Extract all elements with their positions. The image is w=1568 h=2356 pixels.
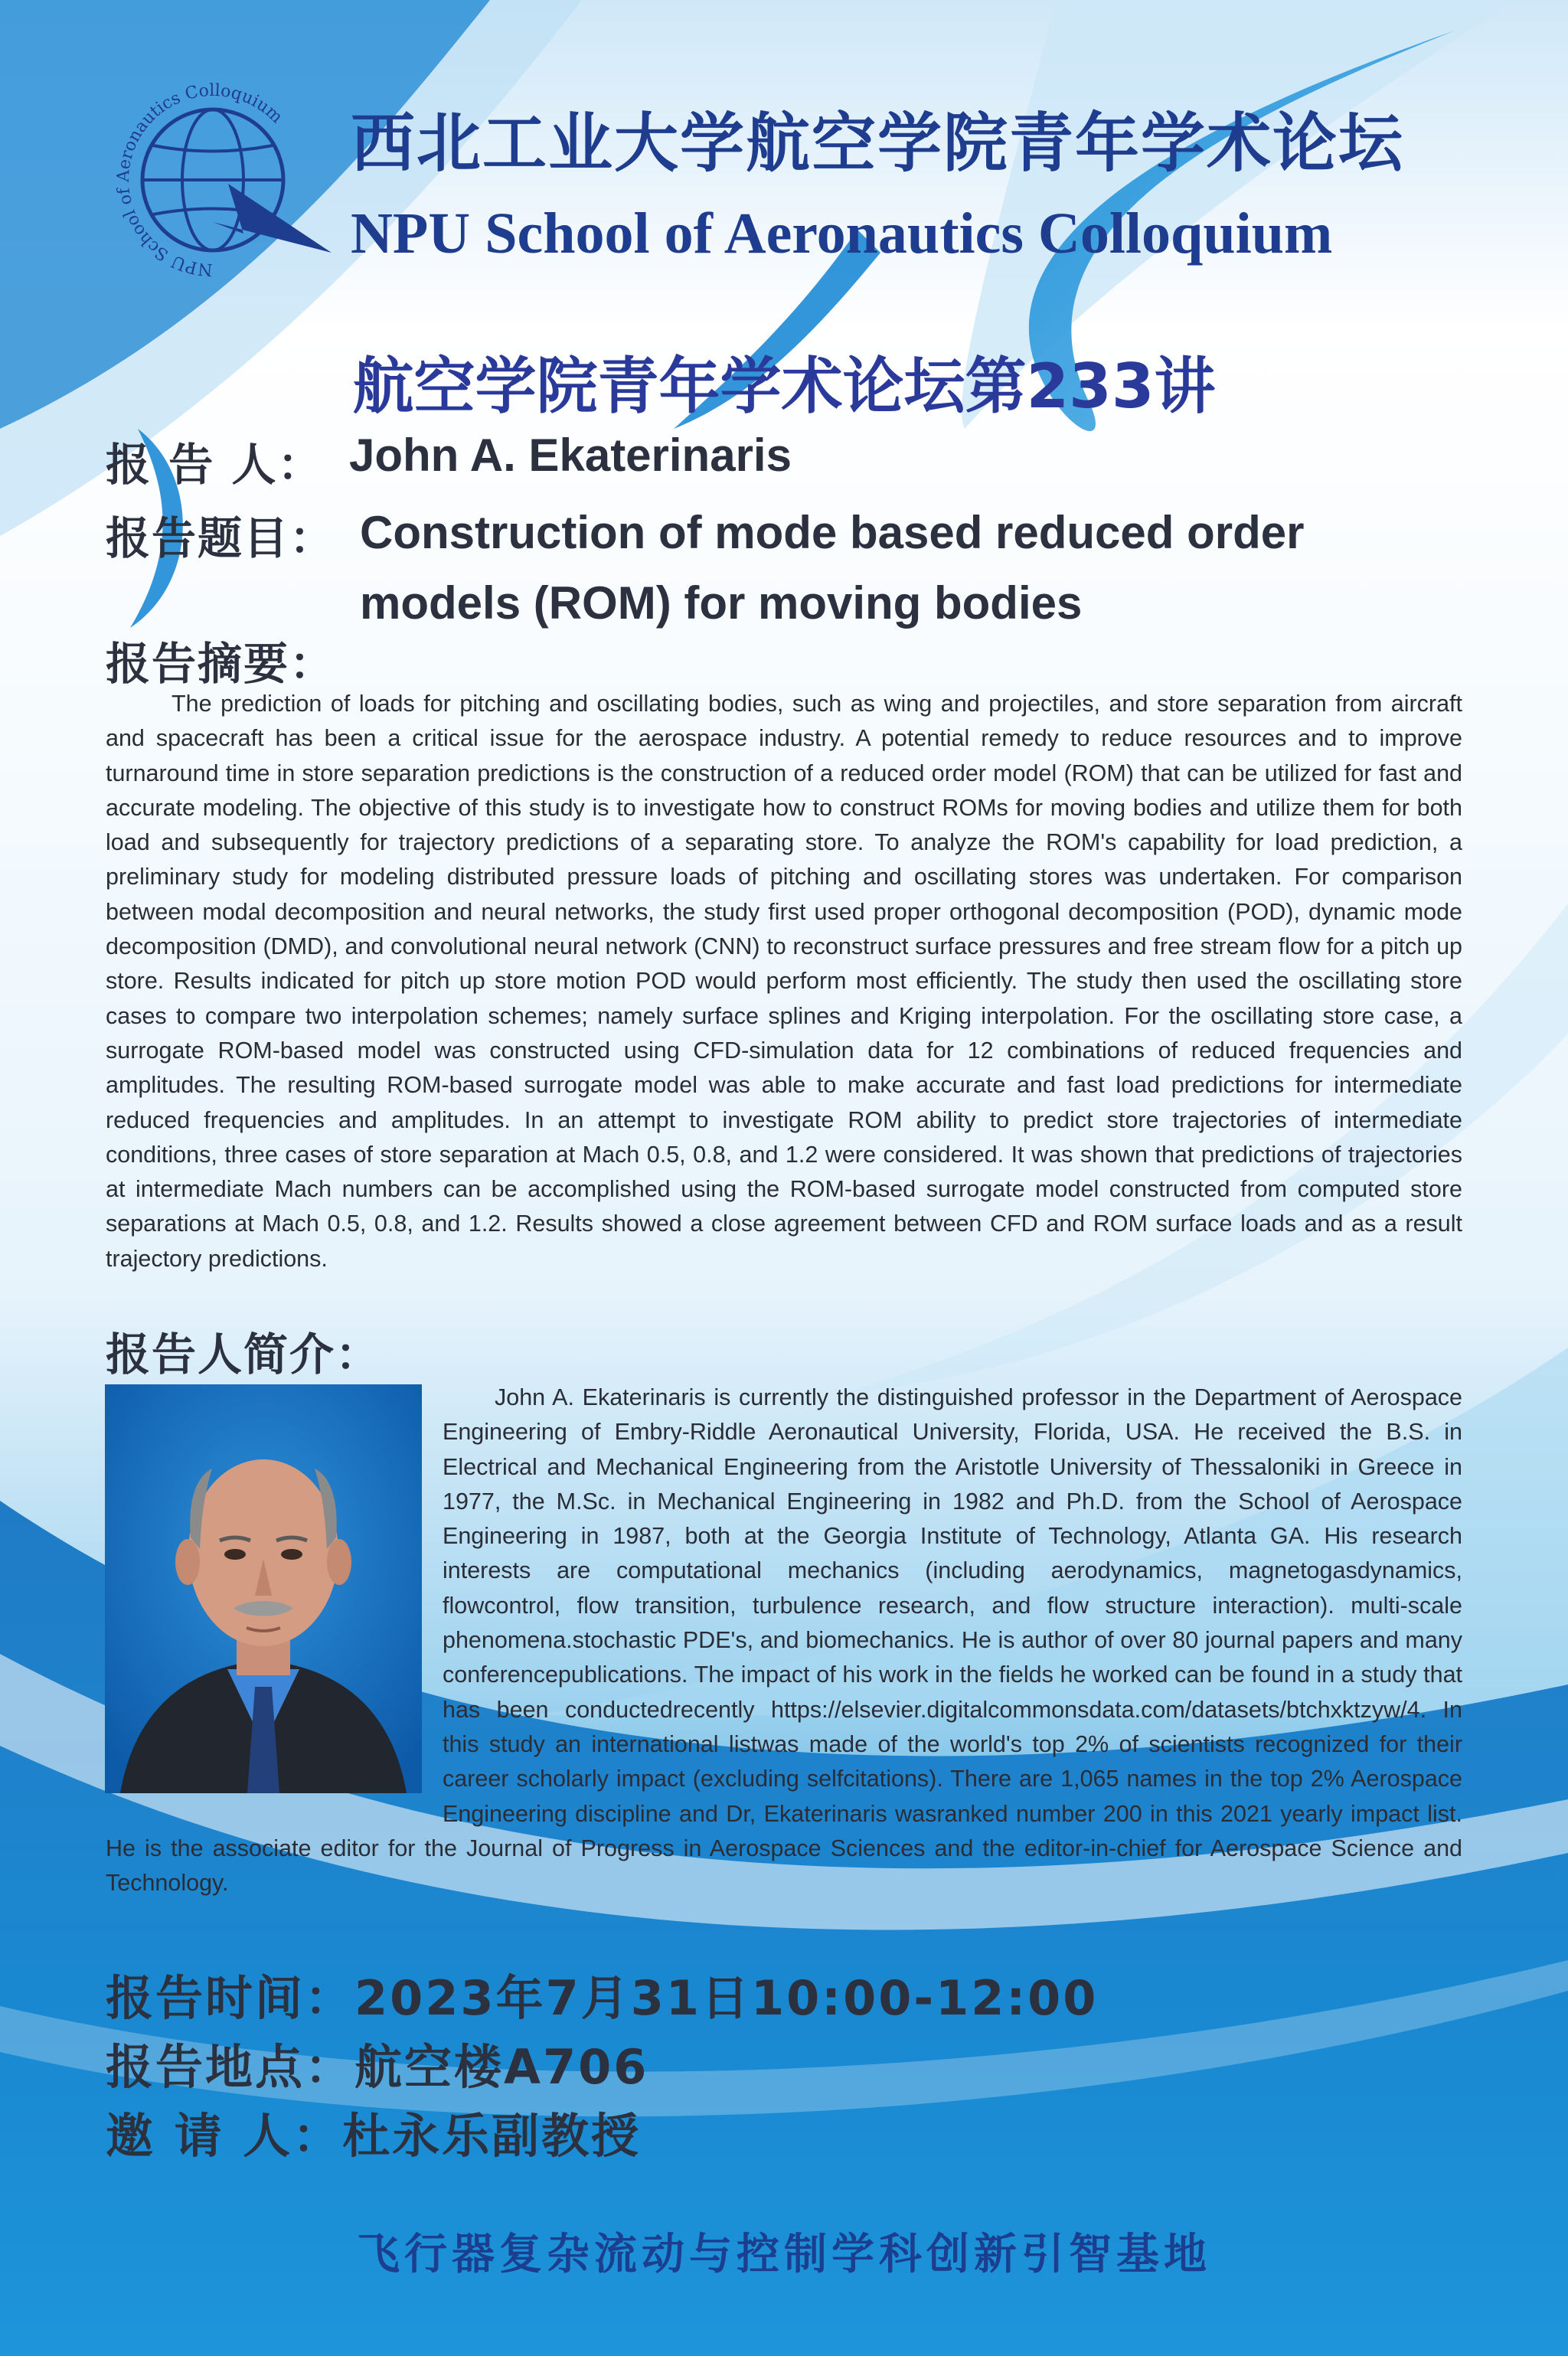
time-label: 报告时间： — [106, 1970, 355, 2026]
bio-label: 报告人简介： — [106, 1328, 382, 1381]
venue-label: 报告地点： — [106, 2039, 355, 2095]
abstract-text: The prediction of loads for pitching and oscillating bodies, such as wing and projectiles, and store separation from aircraft and spacecraft has been a critical issue for the aerospace industry. A potential remedy to reduce resources and to improve turnaround time in store separation predictions is the construction of a reduced order model (ROM) that can be utilized for fast and accurate modeling. The objective of this study is to investigate how to construct ROMs for moving bodies and utilize them for both load and subsequently for trajectory predictions of a separating store. To analyze the ROM's capability for load prediction, a preliminary study for modeling distributed pressure loads of pitching and oscillating stores was undertaken. For comparison between modal decomposition and neural networks, the study first used proper orthogonal decomposition (POD), dynamic mode decomposition (DMD), and convolutional neural network (CNN) to reconstruct surface pressures and free stream flow for a pitch up store. Results indicated for pitch up store motion POD would perform most efficiently. The study then used the oscillating store cases to compare two interpolation schemes; namely surface splines and Kriging interpolation. For the oscillating store case, a surrogate ROM-based model was constructed using CFD-simulation data for 12 combinations of reduced frequencies and amplitudes. The resulting ROM-based surrogate model was able to make accurate and fast load predictions for intermediate reduced frequencies and amplitudes. In an attempt to investigate ROM ability to predict store trajectories of intermediate conditions, three cases of store separation at Mach 0.5, 0.8, and 1.2 were considered. It was shown that predictions of trajectories at intermediate Mach numbers can be accomplished using the ROM-based surrogate model constructed from computed store separations at Mach 0.5, 0.8, and 1.2. Results showed a close agreement between CFD and ROM surface loads and as a result trajectory predictions. — [106, 691, 1462, 1272]
time-row — [106, 1960, 1098, 2028]
plane-icon — [213, 184, 332, 253]
topic-line-1: Construction of mode based reduced order — [360, 507, 1305, 558]
abstract-label: 报告摘要： — [106, 638, 336, 690]
topic-label: 报告题目： — [106, 512, 336, 564]
footer-organizer: 飞行器复杂流动与控制学科创新引智基地 — [357, 2230, 1211, 2279]
bio-text: John A. Ekaterinaris is currently the distinguished professor in the Department of Aerospace Engineering of Embry-Riddle Aeronautical University, Florida, USA. He received the B.S. in Electrical and Mechanical Engineering from the Aristotle University of Thessaloniki in Greece in 1977, the M.Sc. in Mechanical Engineering in 1982 and Ph.D. from the School of Aerospace Engineering in 1987, both at the Georgia Institute of Technology, Atlanta GA. His research interests are computational mechanics (including aerodynamics, magnetogasdynamics, flowcontrol, flow transition, turbulence research, and flow structure interaction). multi-scale phenomena.stochastic PDE's, and biomechanics. He is author of over 80 journal papers and many conferencepublications. The impact of his work in the fields he worked can be found in a study that has been conductedrecently https://elsevier.digitalcommonsdata.com/datasets/btchxktzyw/4. In this study an international listwas made of the world's top 2% of scientists recognized for their career scholarly impact (excluding selfcitations). There are 1,065 names in the top 2% Aerospace Engineering discipline and Dr, Ekaterinaris wasranked number 200 in this 2021 yearly impact list. He is the associate editor for the Journal of Progress in Aerospace Sciences and the editor-in-chief for Aerospace Science and Technology. — [106, 1384, 1462, 1897]
lecture-number: 航空学院青年学术论坛第233讲 — [352, 351, 1216, 422]
forum-title-english: NPU School of Aeronautics Colloquium — [351, 201, 1333, 266]
topic-title — [360, 498, 1478, 639]
venue-row — [106, 2029, 648, 2097]
school-logo — [98, 69, 335, 291]
speaker-name: John A. Ekaterinaris — [349, 430, 792, 481]
host-row — [106, 2098, 641, 2166]
host-label: 邀 请 人： — [106, 2108, 343, 2164]
topic-line-2: models (ROM) for moving bodies — [360, 577, 1083, 629]
venue-value: 航空楼A706 — [354, 2039, 649, 2095]
forum-title-chinese: 西北工业大学航空学院青年学术论坛 — [351, 106, 1405, 181]
speaker-label: 报 告 人： — [106, 439, 324, 491]
logo-ring-text: NPU School of Aeronautics Colloquium — [113, 80, 286, 279]
photo-spacer — [106, 1381, 443, 1809]
time-value: 2023年7月31日10:00-12:00 — [354, 1970, 1099, 2026]
bio-section — [106, 1381, 1462, 1900]
host-value: 杜永乐副教授 — [342, 2108, 642, 2164]
